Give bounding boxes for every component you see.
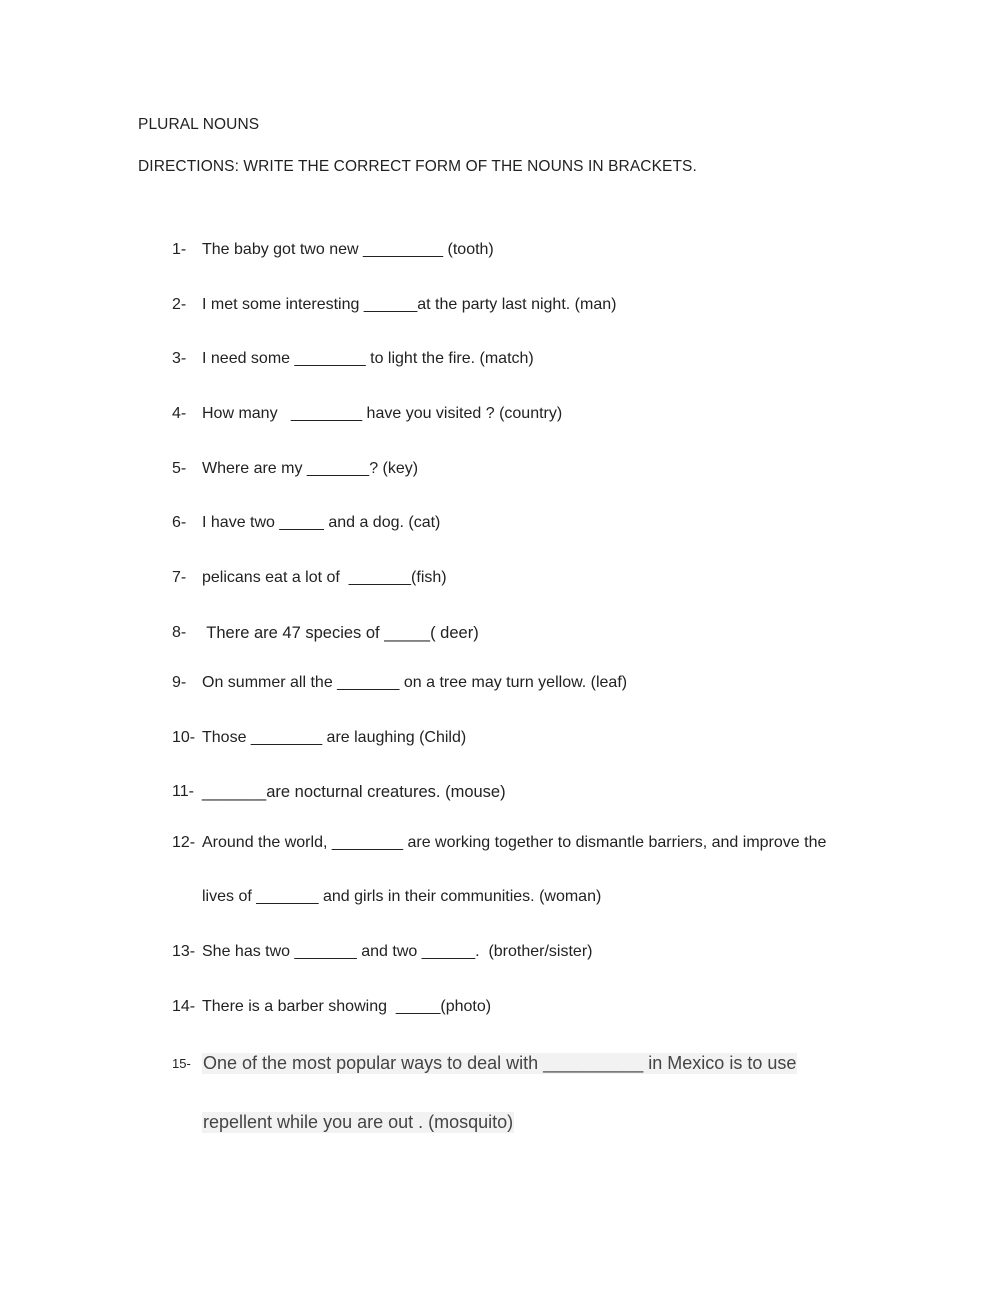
question-text: pelicans eat a lot of _______(fish) bbox=[202, 569, 447, 586]
question-text: I met some interesting ______at the party last night. (man) bbox=[202, 296, 617, 313]
question-number: 8- bbox=[172, 624, 187, 641]
question-text: Around the world, ________ are working together to dismantle barriers, and improve the bbox=[202, 834, 827, 851]
question-text: _______are nocturnal creatures. (mouse) bbox=[202, 783, 506, 801]
question-text: I have two _____ and a dog. (cat) bbox=[202, 514, 441, 531]
question-number: 14- bbox=[172, 998, 196, 1015]
question-text: She has two _______ and two ______. (brother/sister) bbox=[202, 943, 593, 960]
question-number: 11- bbox=[172, 783, 194, 800]
question-text: Those ________ are laughing (Child) bbox=[202, 729, 467, 746]
question-number: 15- bbox=[172, 1056, 191, 1071]
question-text: One of the most popular ways to deal with __________ in Mexico is to use bbox=[203, 1053, 797, 1073]
question-number: 4- bbox=[172, 405, 187, 422]
question-text: There is a barber showing _____(photo) bbox=[202, 998, 492, 1015]
question-number: 13- bbox=[172, 943, 196, 960]
question-number: 3- bbox=[172, 350, 187, 367]
question-number: 6- bbox=[172, 514, 187, 531]
question-text-continued: lives of _______ and girls in their communities. (woman) bbox=[202, 888, 602, 905]
question-number: 12- bbox=[172, 834, 196, 851]
question-number: 1- bbox=[172, 241, 187, 258]
question-number: 5- bbox=[172, 460, 187, 477]
question-text-continued: repellent while you are out . (mosquito) bbox=[203, 1112, 514, 1132]
question-number: 7- bbox=[172, 569, 187, 586]
question-text: On summer all the _______ on a tree may turn yellow. (leaf) bbox=[202, 674, 628, 691]
question-text: There are 47 species of _____( deer) bbox=[202, 624, 479, 642]
worksheet-directions: DIRECTIONS: WRITE THE CORRECT FORM OF THE NOUNS IN BRACKETS. bbox=[138, 158, 697, 175]
question-number: 9- bbox=[172, 674, 187, 691]
question-number: 2- bbox=[172, 296, 187, 313]
question-number: 10- bbox=[172, 729, 196, 746]
question-text: How many ________ have you visited ? (country) bbox=[202, 405, 563, 422]
question-text: I need some ________ to light the fire. (match) bbox=[202, 350, 534, 367]
question-text: The baby got two new _________ (tooth) bbox=[202, 241, 494, 258]
question-text: Where are my _______? (key) bbox=[202, 460, 419, 477]
worksheet-title: PLURAL NOUNS bbox=[138, 116, 260, 133]
